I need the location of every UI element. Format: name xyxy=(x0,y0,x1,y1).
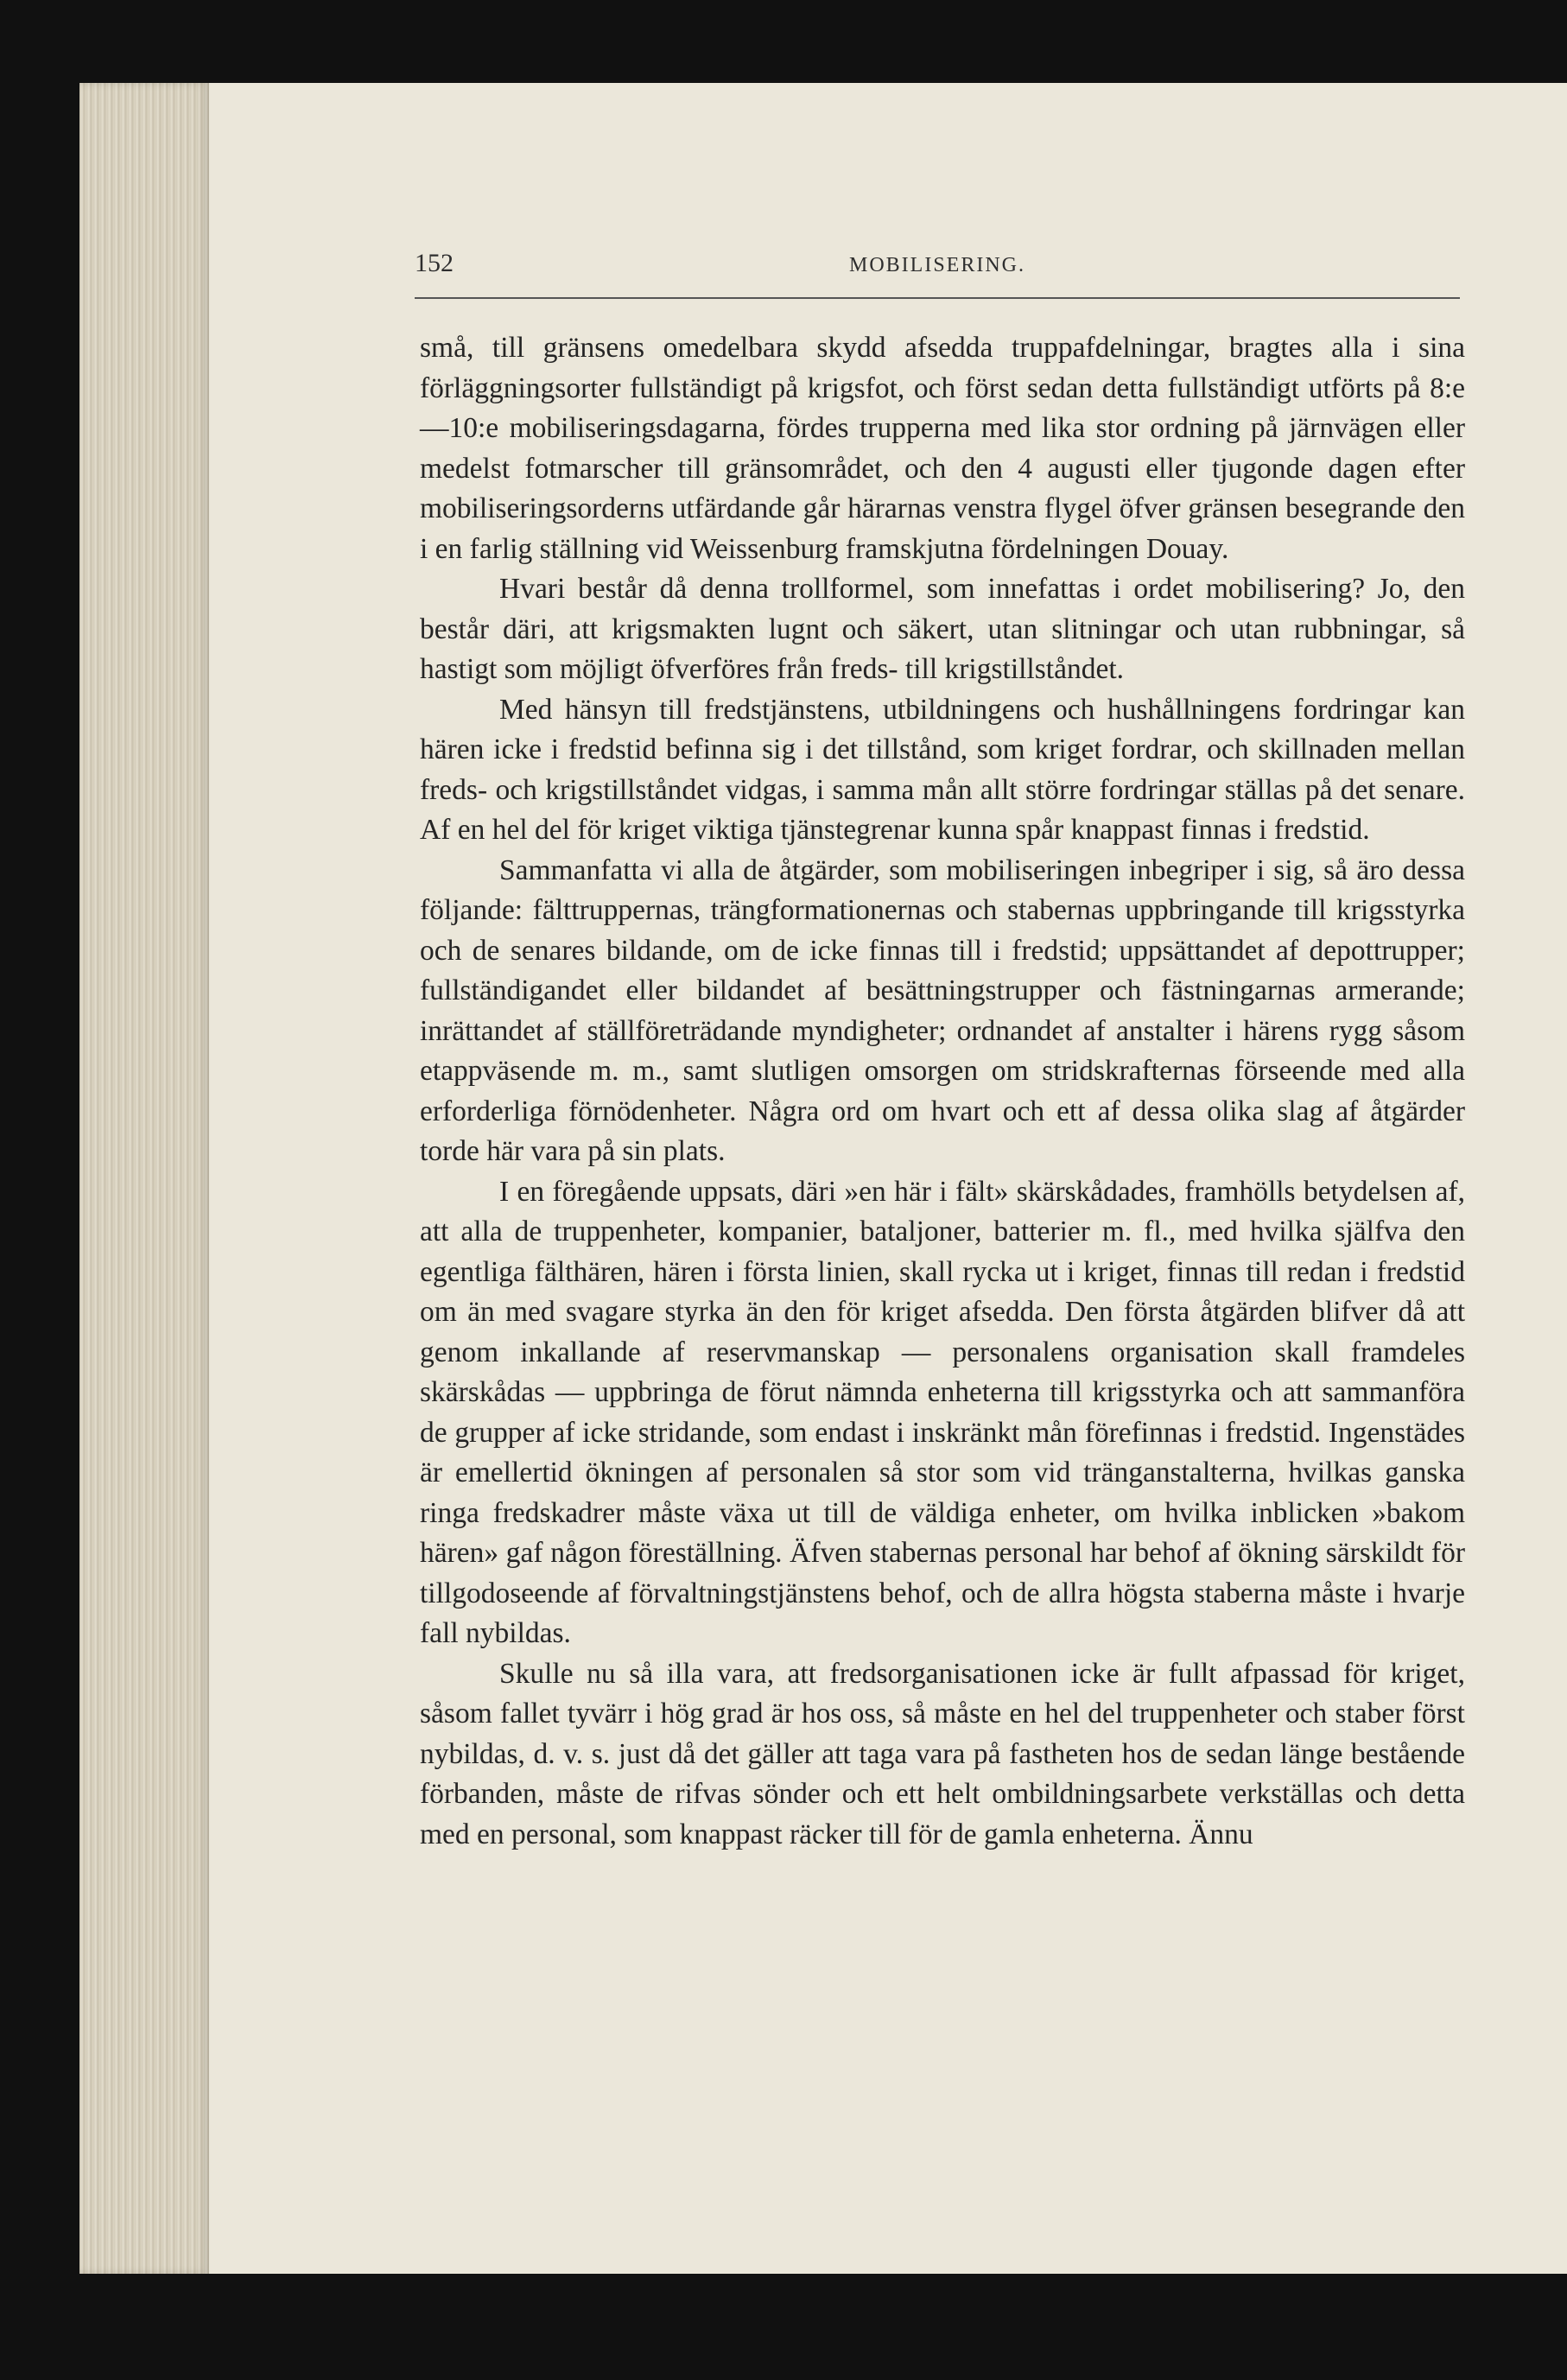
running-head: MOBILISERING. xyxy=(849,254,1025,276)
page-edges xyxy=(79,83,209,2274)
paragraph: Sammanfatta vi alla de åtgärder, som mobiliseringen inbegriper i sig, så äro dessa följande: fälttruppernas, trängformationernas och stabernas uppbringande till krigsstyrka och de senares bildande, om de icke finnas till i fredstid; uppsättandet af depottrupper; fullständigandet eller bildandet af besättningstrupper och fästningarnas armerande; inrättandet af ställföreträdande myndigheter; ordnandet af anstalter i härens rygg såsom etappväsende m. m., samt slutligen omsorgen om stridskrafternas förseende med alla erforderliga förnödenheter. Några ord om hvart och ett af dessa olika slag af åtgärder torde här vara på sin plats. xyxy=(420,854,1465,1167)
paragraph: små, till gränsens omedelbara skydd afsedda truppafdelningar, bragtes alla i sina förläggningsorter fullständigt på krigsfot, och först sedan detta fullständigt utförts på 8:e—10:e mobiliseringsdagarna, fördes trupperna med lika stor ordning på järnvägen eller medelst fotmarscher till gränsområdet, och den 4 augusti eller tjugonde dagen efter mobiliseringsorderns utfärdande går härarnas venstra flygel öfver gränsen besegrande den i en farlig ställning vid Weissenburg framskjutna fördelningen Douay. xyxy=(420,332,1465,565)
body-text xyxy=(420,328,1465,1855)
page-number: 152 xyxy=(415,249,454,277)
paragraph: I en föregående uppsats, däri »en här i fält» skärskådades, framhölls betydelsen af, att alla de truppenheter, kompanier, bataljoner, batterier m. fl., med hvilka själfva den egentliga fälthären, hären i första linien, skall rycka ut i kriget, finnas till redan i fredstid om än med svagare styrka än den för kriget afsedda. Den första åtgärden blifver då att genom inkallande af reservmanskap — personalens organisation skall framdeles skärskådas — uppbringa de förut nämnda enheterna till krigsstyrka och att sammanföra de grupper af icke stridande, som endast i inskränkt mån förefinnas i fredstid. Ingenstädes är emellertid ökningen af personalen så stor som vid tränganstalterna, hvilkas ganska ringa fredskadrer måste växa ut till de väldiga enheter, om hvilka inblicken »bakom hären» gaf någon föreställning. Äfven stabernas personal har behof af ökning särskildt för tillgodoseende af förvaltningstjänstens behof, och de allra högsta staberna måste i hvarje fall nybildas. xyxy=(420,1175,1465,1649)
page-header xyxy=(415,249,1460,299)
paragraph: Skulle nu så illa vara, att fredsorganisationen icke är fullt afpassad för kriget, såsom fallet tyvärr i hög grad är hos oss, så måste en hel del truppenheter och staber först nybildas, d. v. s. just då det gäller att taga vara på fastheten hos de sedan länge bestående förbanden, måste de rifvas sönder och ett helt ombildningsarbete verkställas och detta med en personal, som knappast räcker till för de gamla enheterna. Ännu xyxy=(420,1657,1465,1850)
paragraph: Med hänsyn till fredstjänstens, utbildningens och hushållningens fordringar kan hären icke i fredstid befinna sig i det tillstånd, som kriget fordrar, och skillnaden mellan freds- och krigstillståndet vidgas, i samma mån allt större fordringar ställas på det senare. Af en hel del för kriget viktiga tjänstegrenar kunna spår knappast finnas i fredstid. xyxy=(420,693,1465,846)
paragraph: Hvari består då denna trollformel, som innefattas i ordet mobilisering? Jo, den består däri, att krigsmakten lugnt och säkert, utan slitningar och utan rubbningar, så hastigt som möjligt öfverföres från freds- till krigstillståndet. xyxy=(420,573,1465,685)
